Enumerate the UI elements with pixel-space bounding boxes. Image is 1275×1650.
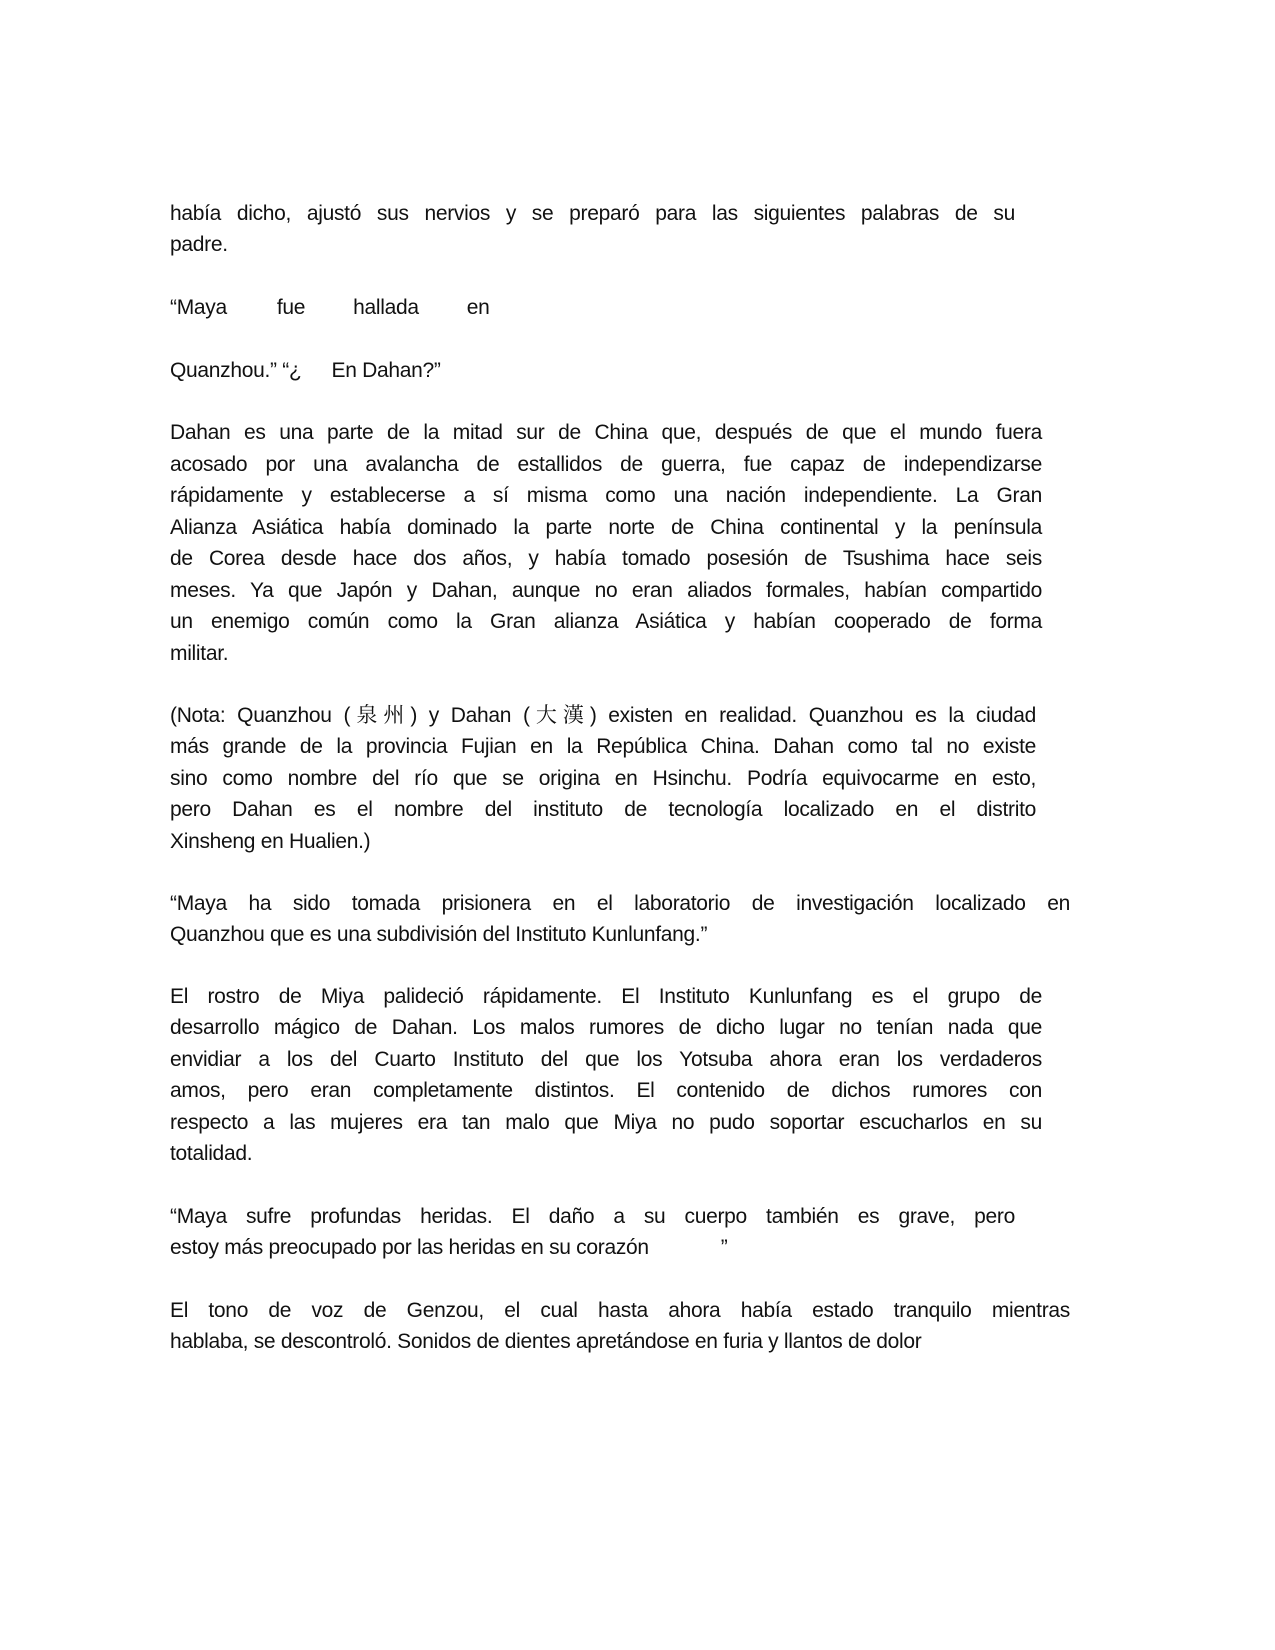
text-line: El rostro de Miya palideció rápidamente. El Instituto Kunlunfang es el grupo de xyxy=(170,985,1042,1008)
word: hallada xyxy=(353,296,419,319)
word: “Maya xyxy=(170,296,227,319)
word: fue xyxy=(276,296,306,319)
text-line: “Maya ha sido tomada prisionera en el laboratorio de investigación localizado en xyxy=(170,892,1070,915)
text-line xyxy=(170,295,490,321)
closing-quote: ” xyxy=(720,1236,728,1259)
text-line: militar. xyxy=(170,642,229,665)
text-line: desarrollo mágico de Dahan. Los malos rumores de dicho lugar no tenían nada que xyxy=(170,1016,1042,1039)
text-line xyxy=(170,1235,728,1261)
text-line: había dicho, ajustó sus nervios y se preparó para las siguientes palabras de su xyxy=(170,202,1015,225)
text-line: rápidamente y establecerse a sí misma como una nación independiente. La Gran xyxy=(170,484,1042,507)
text-segment: En Dahan?” xyxy=(331,359,441,382)
text-line: amos, pero eran completamente distintos. El contenido de dichos rumores con xyxy=(170,1079,1042,1102)
text-line: “Maya sufre profundas heridas. El daño a su cuerpo también es grave, pero xyxy=(170,1205,1015,1228)
text-line xyxy=(170,358,441,384)
text-line: El tono de voz de Genzou, el cual hasta ahora había estado tranquilo mientras xyxy=(170,1299,1070,1322)
text-line: Quanzhou que es una subdivisión del Instituto Kunlunfang.” xyxy=(170,923,708,946)
text-line: Alianza Asiática había dominado la parte norte de China continental y la península xyxy=(170,516,1042,539)
text-line: Dahan es una parte de la mitad sur de China que, después de que el mundo fuera xyxy=(170,421,1042,444)
text-line: respecto a las mujeres era tan malo que Miya no pudo soportar escucharlos en su xyxy=(170,1111,1042,1134)
text-line: acosado por una avalancha de estallidos de guerra, fue capaz de independizarse xyxy=(170,453,1042,476)
text-line: hablaba, se descontroló. Sonidos de dientes apretándose en furia y llantos de dolor xyxy=(170,1330,922,1353)
text-line: (Nota: Quanzhou (泉州) y Dahan (大漢) existen en realidad. Quanzhou es la ciudad xyxy=(170,704,1036,727)
text-line: Xinsheng en Hualien.) xyxy=(170,830,371,853)
text-line: un enemigo común como la Gran alianza Asiática y habían cooperado de forma xyxy=(170,610,1042,633)
text-line: envidiar a los del Cuarto Instituto del que los Yotsuba ahora eran los verdaderos xyxy=(170,1048,1042,1071)
word: en xyxy=(466,296,490,319)
text-line: más grande de la provincia Fujian en la República China. Dahan como tal no existe xyxy=(170,735,1036,758)
text-line: meses. Ya que Japón y Dahan, aunque no eran aliados formales, habían compartido xyxy=(170,579,1042,602)
text-line: sino como nombre del río que se origina en Hsinchu. Podría equivocarme en esto, xyxy=(170,767,1036,790)
text-line: pero Dahan es el nombre del instituto de tecnología localizado en el distrito xyxy=(170,798,1036,821)
text-line: totalidad. xyxy=(170,1142,253,1165)
text-segment: estoy más preocupado por las heridas en su corazón xyxy=(170,1236,649,1259)
text-line: padre. xyxy=(170,233,228,256)
text-line: de Corea desde hace dos años, y había tomado posesión de Tsushima hace seis xyxy=(170,547,1042,570)
text-segment: Quanzhou.” “¿ xyxy=(170,359,302,382)
